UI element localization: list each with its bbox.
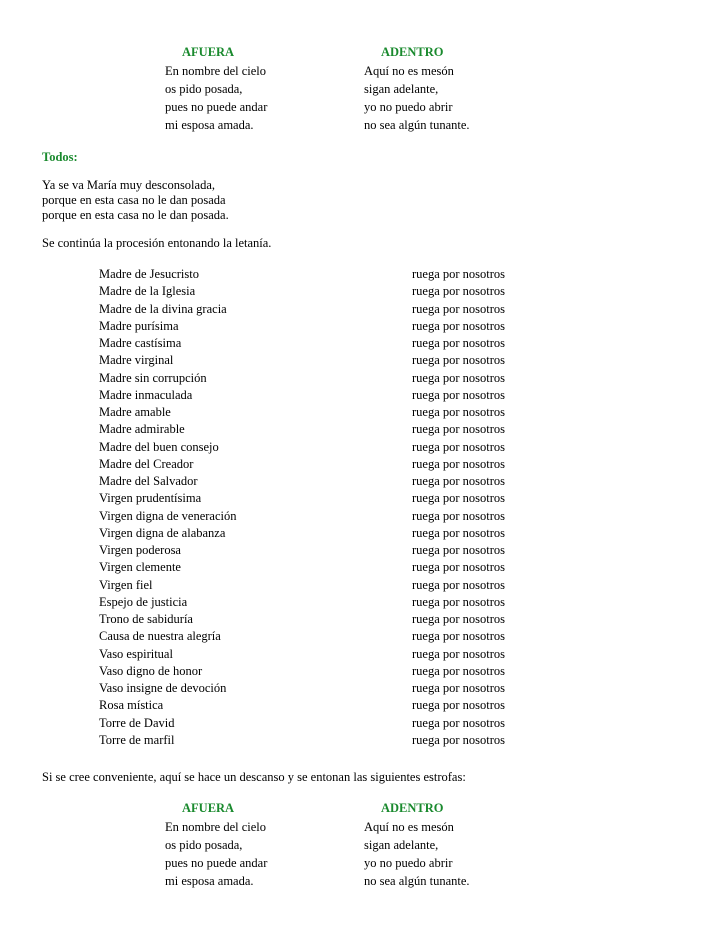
litany-row (0, 560, 728, 577)
litany-invocation: Madre del Creador (99, 456, 194, 471)
litany-invocation: Virgen digna de alabanza (99, 525, 226, 540)
litany-row (0, 491, 728, 508)
litany-row (0, 422, 728, 439)
litany-invocation: Vaso espiritual (99, 646, 173, 661)
litany-row (0, 353, 728, 370)
litany-row (0, 647, 728, 664)
litany-invocation: Virgen prudentísima (99, 491, 202, 506)
inside-line: no sea algún tunante. (364, 118, 470, 132)
litany-row (0, 595, 728, 612)
litany-response: ruega por nosotros (412, 577, 506, 592)
litany-row (0, 733, 728, 750)
litany-row (0, 681, 728, 698)
litany-response: ruega por nosotros (412, 612, 506, 626)
litany-response: ruega por nosotros (412, 405, 506, 419)
litany-row (0, 371, 728, 388)
litany-response: ruega por nosotros (412, 267, 506, 281)
litany-invocation: Causa de nuestra alegría (99, 629, 221, 644)
litany-response: ruega por nosotros (412, 646, 506, 661)
litany-response: ruega por nosotros (412, 560, 506, 575)
litany-row (0, 578, 728, 595)
todos-line: porque en esta casa no le dan posada. (42, 208, 229, 222)
litany-invocation: Madre de Jesucristo (99, 267, 199, 281)
litany-invocation: Virgen clemente (99, 560, 181, 575)
litany-row (0, 319, 728, 336)
inside-line: yo no puedo abrir (364, 856, 453, 870)
litany-response: ruega por nosotros (412, 698, 506, 713)
inside-line: Aquí no es mesón (364, 820, 454, 834)
litany-invocation: Madre del buen consejo (99, 439, 219, 454)
litany-row (0, 612, 728, 629)
litany-invocation: Madre virginal (99, 353, 174, 368)
todos-line: Ya se va María muy desconsolada, (42, 178, 215, 192)
litany-row (0, 526, 728, 543)
inside-line: sigan adelante, (364, 82, 439, 96)
litany-row (0, 405, 728, 422)
litany-response: ruega por nosotros (412, 715, 506, 730)
litany-response: ruega por nosotros (412, 732, 506, 747)
litany-response: ruega por nosotros (412, 456, 506, 471)
litany-invocation: Virgen digna de veneración (99, 508, 237, 523)
litany-response: ruega por nosotros (412, 336, 506, 350)
todos-label: Todos: (42, 150, 78, 164)
litany-response: ruega por nosotros (412, 543, 506, 557)
litany-response: ruega por nosotros (412, 663, 506, 678)
litany-row (0, 629, 728, 646)
outside-line: pues no puede andar (165, 100, 268, 114)
litany-response: ruega por nosotros (412, 474, 506, 488)
litany-invocation: Vaso insigne de devoción (99, 681, 227, 695)
litany-invocation: Madre de la Iglesia (99, 284, 196, 299)
litany-invocation: Madre admirable (99, 422, 185, 437)
litany-invocation: Trono de sabiduría (99, 612, 193, 626)
litany-invocation: Torre de marfil (99, 732, 175, 747)
inside-line: Aquí no es mesón (364, 64, 454, 78)
outside-line: En nombre del cielo (165, 64, 267, 78)
litany-invocation: Virgen poderosa (99, 543, 181, 557)
litany-invocation: Madre inmaculada (99, 387, 193, 402)
heading-adentro: ADENTRO (381, 801, 444, 815)
litany-response: ruega por nosotros (412, 284, 506, 299)
litany-response: ruega por nosotros (412, 318, 506, 333)
rest-instruction: Si se cree conveniente, aquí se hace un descanso y se entonan las siguientes estrofas: (42, 770, 466, 784)
litany-row (0, 698, 728, 715)
litany-invocation: Espejo de justicia (99, 594, 188, 609)
outside-line: mi esposa amada. (165, 118, 254, 132)
heading-afuera: AFUERA (182, 45, 235, 59)
litany-invocation: Madre castísima (99, 336, 182, 350)
litany-response: ruega por nosotros (412, 491, 506, 506)
litany-row (0, 509, 728, 526)
litany-row (0, 716, 728, 733)
inside-line: sigan adelante, (364, 838, 439, 852)
inside-line: no sea algún tunante. (364, 874, 470, 888)
outside-line: mi esposa amada. (165, 874, 254, 888)
litany-response: ruega por nosotros (412, 508, 506, 523)
heading-adentro: ADENTRO (381, 45, 444, 59)
litany-response: ruega por nosotros (412, 525, 506, 540)
litany-response: ruega por nosotros (412, 370, 506, 385)
outside-line: os pido posada, (165, 838, 243, 852)
litany-row (0, 267, 728, 284)
inside-line: yo no puedo abrir (364, 100, 453, 114)
litany-row (0, 336, 728, 353)
litany-row (0, 302, 728, 319)
litany-response: ruega por nosotros (412, 594, 506, 609)
litany-invocation: Madre purísima (99, 318, 179, 333)
litany-response: ruega por nosotros (412, 681, 506, 695)
litany-invocation: Vaso digno de honor (99, 663, 203, 678)
litany-invocation: Virgen fiel (99, 577, 153, 592)
litany-response: ruega por nosotros (412, 387, 506, 402)
heading-afuera: AFUERA (182, 801, 235, 815)
todos-line: porque en esta casa no le dan posada (42, 193, 226, 207)
litany-row (0, 664, 728, 681)
litany-invocation: Torre de David (99, 715, 175, 730)
litany-response: ruega por nosotros (412, 629, 506, 644)
litany-response: ruega por nosotros (412, 301, 506, 316)
litany-row (0, 440, 728, 457)
litany-invocation: Madre de la divina gracia (99, 301, 227, 316)
litany-response: ruega por nosotros (412, 422, 506, 437)
litany-invocation: Rosa mística (99, 698, 164, 713)
outside-line: En nombre del cielo (165, 820, 267, 834)
litany-invocation: Madre amable (99, 405, 171, 419)
procession-instruction: Se continúa la procesión entonando la letanía. (42, 236, 272, 250)
litany-row (0, 284, 728, 301)
litany-response: ruega por nosotros (412, 353, 506, 368)
litany-invocation: Madre sin corrupción (99, 370, 207, 385)
outside-line: os pido posada, (165, 82, 243, 96)
litany-row (0, 388, 728, 405)
litany-row (0, 474, 728, 491)
litany-row (0, 457, 728, 474)
outside-line: pues no puede andar (165, 856, 268, 870)
litany-response: ruega por nosotros (412, 439, 506, 454)
litany-row (0, 543, 728, 560)
litany-invocation: Madre del Salvador (99, 474, 198, 488)
